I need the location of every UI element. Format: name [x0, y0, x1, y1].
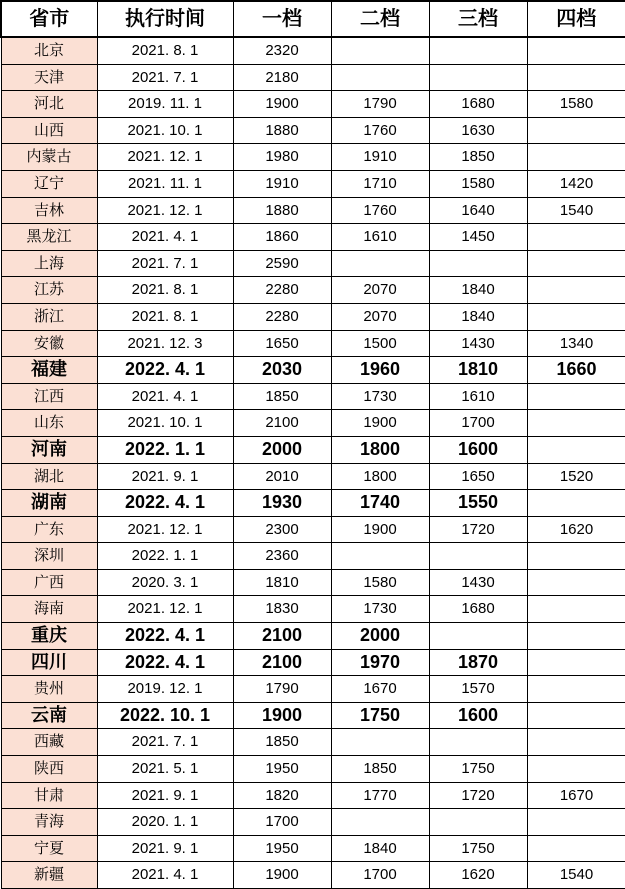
table-row	[1, 649, 625, 676]
column-header-tier-1: 一档	[233, 1, 331, 37]
cell-tier-1: 1820	[233, 782, 331, 809]
cell-province: 吉林	[1, 197, 97, 224]
cell-tier-1: 1900	[233, 702, 331, 729]
cell-tier-1: 1850	[233, 729, 331, 756]
cell-tier-1: 2000	[233, 436, 331, 463]
cell-tier-4: 1540	[527, 862, 625, 889]
table-row	[1, 330, 625, 357]
cell-effective-date: 2021. 10. 1	[97, 410, 233, 437]
cell-tier-1: 1900	[233, 862, 331, 889]
cell-province: 内蒙古	[1, 144, 97, 171]
column-header-province: 省市	[1, 1, 97, 37]
cell-effective-date: 2021. 4. 1	[97, 862, 233, 889]
table-row	[1, 91, 625, 118]
cell-province: 广东	[1, 516, 97, 543]
cell-tier-1: 1790	[233, 676, 331, 703]
cell-tier-2: 2070	[331, 277, 429, 304]
cell-tier-1: 2100	[233, 410, 331, 437]
cell-province: 福建	[1, 357, 97, 384]
cell-tier-2	[331, 64, 429, 91]
cell-tier-3: 1630	[429, 117, 527, 144]
cell-tier-4: 1620	[527, 516, 625, 543]
cell-tier-3	[429, 250, 527, 277]
cell-effective-date: 2021. 7. 1	[97, 250, 233, 277]
cell-province: 湖北	[1, 463, 97, 490]
table-row	[1, 596, 625, 623]
cell-tier-2: 1610	[331, 224, 429, 251]
cell-tier-1: 2030	[233, 357, 331, 384]
cell-tier-1: 1650	[233, 330, 331, 357]
cell-province: 云南	[1, 702, 97, 729]
table-row	[1, 729, 625, 756]
cell-effective-date: 2019. 11. 1	[97, 91, 233, 118]
table-row	[1, 436, 625, 463]
cell-tier-2	[331, 250, 429, 277]
table-row	[1, 516, 625, 543]
cell-tier-3: 1720	[429, 782, 527, 809]
cell-tier-4: 1580	[527, 91, 625, 118]
table-row	[1, 117, 625, 144]
table-row	[1, 144, 625, 171]
cell-tier-3: 1430	[429, 330, 527, 357]
cell-tier-2: 1960	[331, 357, 429, 384]
cell-tier-2: 1730	[331, 596, 429, 623]
cell-province: 陕西	[1, 756, 97, 783]
cell-tier-2: 1500	[331, 330, 429, 357]
cell-tier-3	[429, 64, 527, 91]
cell-province: 黑龙江	[1, 224, 97, 251]
cell-tier-1: 2280	[233, 277, 331, 304]
cell-tier-4: 1660	[527, 357, 625, 384]
cell-effective-date: 2021. 5. 1	[97, 756, 233, 783]
cell-tier-1: 2320	[233, 37, 331, 64]
cell-province: 贵州	[1, 676, 97, 703]
cell-tier-1: 2590	[233, 250, 331, 277]
cell-tier-3	[429, 543, 527, 570]
cell-tier-4	[527, 224, 625, 251]
cell-tier-3: 1620	[429, 862, 527, 889]
table-row	[1, 250, 625, 277]
cell-effective-date: 2022. 10. 1	[97, 702, 233, 729]
cell-tier-2	[331, 543, 429, 570]
cell-tier-2: 1740	[331, 490, 429, 517]
table-row	[1, 64, 625, 91]
table-row	[1, 170, 625, 197]
table-row	[1, 277, 625, 304]
cell-province: 青海	[1, 809, 97, 836]
cell-province: 北京	[1, 37, 97, 64]
cell-tier-4: 1420	[527, 170, 625, 197]
column-header-tier-2: 二档	[331, 1, 429, 37]
cell-province: 江苏	[1, 277, 97, 304]
cell-province: 甘肃	[1, 782, 97, 809]
cell-tier-1: 1880	[233, 117, 331, 144]
cell-tier-4	[527, 623, 625, 650]
cell-tier-3: 1750	[429, 835, 527, 862]
cell-tier-2	[331, 809, 429, 836]
cell-tier-2: 1710	[331, 170, 429, 197]
cell-province: 河北	[1, 91, 97, 118]
cell-tier-1: 2280	[233, 303, 331, 330]
table-row	[1, 490, 625, 517]
table-body	[1, 37, 625, 889]
cell-tier-3: 1680	[429, 91, 527, 118]
cell-tier-4	[527, 383, 625, 410]
cell-tier-3	[429, 809, 527, 836]
cell-tier-1: 2100	[233, 623, 331, 650]
cell-tier-4	[527, 809, 625, 836]
cell-tier-3: 1840	[429, 303, 527, 330]
cell-tier-1: 2360	[233, 543, 331, 570]
cell-tier-2: 1730	[331, 383, 429, 410]
table-row	[1, 357, 625, 384]
cell-province: 深圳	[1, 543, 97, 570]
cell-tier-2: 2000	[331, 623, 429, 650]
cell-tier-3: 1810	[429, 357, 527, 384]
cell-effective-date: 2020. 1. 1	[97, 809, 233, 836]
cell-tier-4	[527, 729, 625, 756]
cell-tier-2: 1750	[331, 702, 429, 729]
cell-tier-4: 1520	[527, 463, 625, 490]
cell-effective-date: 2022. 4. 1	[97, 490, 233, 517]
cell-tier-2: 1900	[331, 410, 429, 437]
cell-tier-3: 1840	[429, 277, 527, 304]
cell-tier-2: 1770	[331, 782, 429, 809]
table-row	[1, 676, 625, 703]
table-row	[1, 197, 625, 224]
cell-tier-1: 1700	[233, 809, 331, 836]
cell-tier-2: 1760	[331, 117, 429, 144]
table-row	[1, 303, 625, 330]
cell-tier-4: 1340	[527, 330, 625, 357]
cell-tier-1: 1930	[233, 490, 331, 517]
cell-tier-3: 1550	[429, 490, 527, 517]
cell-tier-4	[527, 250, 625, 277]
cell-province: 上海	[1, 250, 97, 277]
cell-tier-3: 1870	[429, 649, 527, 676]
cell-tier-1: 1900	[233, 91, 331, 118]
cell-effective-date: 2019. 12. 1	[97, 676, 233, 703]
table-row	[1, 383, 625, 410]
cell-tier-3: 1850	[429, 144, 527, 171]
cell-effective-date: 2021. 8. 1	[97, 303, 233, 330]
cell-effective-date: 2020. 3. 1	[97, 569, 233, 596]
cell-tier-1: 1810	[233, 569, 331, 596]
cell-province: 江西	[1, 383, 97, 410]
table-row	[1, 569, 625, 596]
cell-tier-1: 1850	[233, 383, 331, 410]
cell-effective-date: 2022. 1. 1	[97, 436, 233, 463]
cell-tier-3	[429, 623, 527, 650]
cell-tier-2: 2070	[331, 303, 429, 330]
column-header-effective-date: 执行时间	[97, 1, 233, 37]
cell-tier-3: 1700	[429, 410, 527, 437]
cell-tier-1: 1950	[233, 835, 331, 862]
cell-tier-2: 1760	[331, 197, 429, 224]
cell-province: 辽宁	[1, 170, 97, 197]
cell-effective-date: 2021. 8. 1	[97, 37, 233, 64]
cell-tier-4	[527, 410, 625, 437]
cell-tier-2: 1790	[331, 91, 429, 118]
cell-tier-1: 1860	[233, 224, 331, 251]
table-row	[1, 756, 625, 783]
cell-province: 四川	[1, 649, 97, 676]
cell-province: 河南	[1, 436, 97, 463]
cell-province: 新疆	[1, 862, 97, 889]
cell-tier-1: 1910	[233, 170, 331, 197]
cell-tier-3: 1600	[429, 702, 527, 729]
cell-tier-1: 1830	[233, 596, 331, 623]
table-row	[1, 782, 625, 809]
cell-province: 海南	[1, 596, 97, 623]
cell-tier-3: 1580	[429, 170, 527, 197]
cell-tier-4	[527, 649, 625, 676]
cell-tier-3	[429, 37, 527, 64]
cell-tier-1: 1980	[233, 144, 331, 171]
cell-tier-4	[527, 756, 625, 783]
column-header-tier-4: 四档	[527, 1, 625, 37]
table-row	[1, 37, 625, 64]
cell-effective-date: 2021. 9. 1	[97, 463, 233, 490]
cell-tier-1: 2100	[233, 649, 331, 676]
cell-tier-3: 1680	[429, 596, 527, 623]
cell-tier-2: 1670	[331, 676, 429, 703]
cell-tier-4	[527, 543, 625, 570]
cell-tier-4	[527, 835, 625, 862]
cell-effective-date: 2021. 12. 1	[97, 197, 233, 224]
cell-tier-3: 1570	[429, 676, 527, 703]
cell-tier-4	[527, 676, 625, 703]
cell-effective-date: 2022. 4. 1	[97, 649, 233, 676]
cell-tier-3	[429, 729, 527, 756]
cell-effective-date: 2021. 9. 1	[97, 782, 233, 809]
cell-tier-1: 2180	[233, 64, 331, 91]
cell-tier-4	[527, 436, 625, 463]
table-row	[1, 410, 625, 437]
cell-tier-1: 2010	[233, 463, 331, 490]
table-header-row	[1, 1, 625, 37]
cell-tier-4	[527, 117, 625, 144]
cell-tier-3: 1430	[429, 569, 527, 596]
cell-effective-date: 2021. 12. 1	[97, 516, 233, 543]
cell-province: 重庆	[1, 623, 97, 650]
cell-tier-2: 1700	[331, 862, 429, 889]
cell-province: 山东	[1, 410, 97, 437]
cell-tier-3: 1720	[429, 516, 527, 543]
cell-effective-date: 2021. 9. 1	[97, 835, 233, 862]
table-row	[1, 835, 625, 862]
cell-province: 浙江	[1, 303, 97, 330]
cell-tier-4	[527, 277, 625, 304]
cell-effective-date: 2021. 11. 1	[97, 170, 233, 197]
cell-tier-2	[331, 729, 429, 756]
cell-tier-1: 1880	[233, 197, 331, 224]
cell-effective-date: 2021. 12. 3	[97, 330, 233, 357]
cell-tier-4	[527, 37, 625, 64]
cell-tier-2: 1840	[331, 835, 429, 862]
table-row	[1, 702, 625, 729]
cell-tier-1: 1950	[233, 756, 331, 783]
cell-tier-2: 1800	[331, 463, 429, 490]
table-row	[1, 463, 625, 490]
cell-province: 安徽	[1, 330, 97, 357]
cell-tier-2: 1580	[331, 569, 429, 596]
table-row	[1, 809, 625, 836]
cell-tier-4	[527, 702, 625, 729]
cell-tier-3: 1750	[429, 756, 527, 783]
cell-effective-date: 2021. 12. 1	[97, 596, 233, 623]
cell-province: 山西	[1, 117, 97, 144]
cell-province: 湖南	[1, 490, 97, 517]
cell-effective-date: 2021. 4. 1	[97, 224, 233, 251]
table-row	[1, 623, 625, 650]
cell-tier-2: 1970	[331, 649, 429, 676]
cell-tier-2: 1910	[331, 144, 429, 171]
cell-tier-3: 1450	[429, 224, 527, 251]
cell-effective-date: 2021. 8. 1	[97, 277, 233, 304]
cell-tier-1: 2300	[233, 516, 331, 543]
cell-tier-2: 1900	[331, 516, 429, 543]
cell-tier-4	[527, 490, 625, 517]
cell-province: 广西	[1, 569, 97, 596]
cell-effective-date: 2021. 12. 1	[97, 144, 233, 171]
cell-tier-4	[527, 144, 625, 171]
cell-tier-3: 1640	[429, 197, 527, 224]
cell-tier-4	[527, 64, 625, 91]
cell-effective-date: 2021. 10. 1	[97, 117, 233, 144]
cell-tier-2: 1850	[331, 756, 429, 783]
cell-effective-date: 2022. 4. 1	[97, 623, 233, 650]
cell-tier-4	[527, 569, 625, 596]
cell-province: 西藏	[1, 729, 97, 756]
cell-tier-3: 1610	[429, 383, 527, 410]
cell-effective-date: 2022. 4. 1	[97, 357, 233, 384]
cell-tier-4: 1540	[527, 197, 625, 224]
cell-tier-2	[331, 37, 429, 64]
cell-tier-3: 1600	[429, 436, 527, 463]
cell-tier-2: 1800	[331, 436, 429, 463]
cell-tier-4: 1670	[527, 782, 625, 809]
cell-tier-4	[527, 596, 625, 623]
cell-tier-3: 1650	[429, 463, 527, 490]
column-header-tier-3: 三档	[429, 1, 527, 37]
cell-effective-date: 2021. 7. 1	[97, 64, 233, 91]
cell-province: 宁夏	[1, 835, 97, 862]
table-row	[1, 543, 625, 570]
cell-tier-4	[527, 303, 625, 330]
table-row	[1, 224, 625, 251]
cell-effective-date: 2021. 4. 1	[97, 383, 233, 410]
cell-effective-date: 2021. 7. 1	[97, 729, 233, 756]
cell-province: 天津	[1, 64, 97, 91]
cell-effective-date: 2022. 1. 1	[97, 543, 233, 570]
